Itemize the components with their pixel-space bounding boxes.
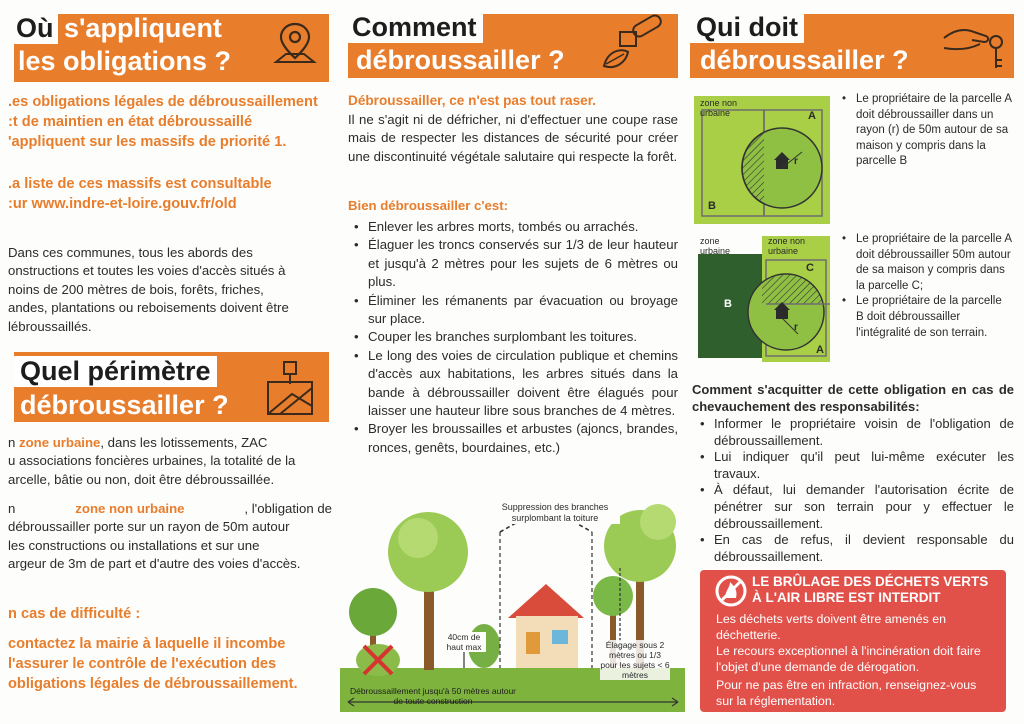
d2-text-item: • Le propriétaire de la parcelle B doit débroussailler l'intégralité de son terrain. xyxy=(840,294,1012,341)
hand-key-icon xyxy=(940,12,1010,76)
difficulty-title: n cas de difficulté : xyxy=(8,606,141,622)
ground-label: Débroussaillement jusqu'à 50 mètres autour de toute construction xyxy=(349,686,517,706)
how-list xyxy=(352,218,678,457)
map-pin-icon xyxy=(270,18,320,68)
roof-label: Suppression des branches surplombant la toiture xyxy=(490,502,620,524)
how-item: • Enlever les arbres morts, tombés ou arrachés. xyxy=(352,218,678,236)
heading-perimeter-line2: débroussailler ? xyxy=(20,390,229,420)
d2-label-r: r xyxy=(794,322,798,333)
heading-how-line1: Comment xyxy=(344,12,483,43)
d2-text-item: • Le propriétaire de la parcelle A doit débroussailler 50m autour de sa maison y compris dans la parcelle C; xyxy=(840,232,1012,294)
ban-title-2: À L'AIR LIBRE EST INTERDIT xyxy=(752,590,941,605)
d1-text-item: • Le propriétaire de la parcelle A doit débroussailler dans un rayon (r) de 50m autour de sa maison y compris dans la parcelle B xyxy=(840,92,1012,170)
height-label: 40cm de haut max xyxy=(442,632,486,652)
communes-line-4: andes, plantations ou reboisements doivent être xyxy=(8,300,289,316)
urban-zone-label: zone urbaine xyxy=(19,435,101,450)
diagram-nonurban xyxy=(694,96,830,224)
communes-line-2: onstructions et toutes les voies d'accès situés à xyxy=(8,263,286,279)
nonurban-para xyxy=(8,500,332,574)
urban-line-3: arcelle, bâtie ou non, doit être débroussaillée. xyxy=(8,471,275,487)
nonurban-zone-label: zone non urbaine xyxy=(75,501,185,516)
heading-who-line2: débroussailler ? xyxy=(700,45,909,75)
chainsaw-leaf-icon xyxy=(598,14,670,74)
communes-line-3: noins de 200 mètres de bois, forêts, friches, xyxy=(8,281,264,297)
heading-perimeter-line1: Quel périmètre xyxy=(14,356,217,387)
overlap-title: Comment s'acquitter de cette obligation en cas de chevauchement des responsabilités: xyxy=(692,382,1014,414)
burning-ban-box xyxy=(700,570,1006,712)
ban-para-2: Le recours exceptionnel à l'incinération doit faire l'objet d'une demande de dérogation. xyxy=(716,644,981,674)
d1-label-b: B xyxy=(708,200,716,212)
lead-title: Débroussailler, ce n'est pas tout raser. xyxy=(348,93,597,108)
house-map-icon xyxy=(262,358,318,418)
communes-para xyxy=(8,244,332,336)
nonurban-line-3: les constructions ou installations et sur une xyxy=(8,537,260,553)
how-item: • Élaguer les troncs conservés sur 1/3 de leur hauteur et jusqu'à 2 mètres pour les sujets de 6 mètres ou plus. xyxy=(352,236,678,291)
ban-title-1: LE BRÛLAGE DES DÉCHETS VERTS xyxy=(752,574,989,589)
column-where xyxy=(0,0,335,724)
column-how xyxy=(340,0,685,724)
difficulty-line-3: obligations légales de débroussaillement. xyxy=(8,676,298,692)
d2-zone-left: zone urbaine xyxy=(700,236,731,256)
overlap-item: • Informer le propriétaire voisin de l'obligation de débroussaillement. xyxy=(698,416,1014,449)
list-title: Bien débroussailler c'est: xyxy=(348,198,508,213)
d2-zone-right: zone non urbaine xyxy=(768,236,806,256)
overlap-list xyxy=(698,416,1014,565)
clearing-illustration xyxy=(340,492,685,712)
nonurban-pre: n xyxy=(8,501,16,516)
difficulty-block xyxy=(8,604,332,694)
massifs-list-para: .a liste de ces massifs est consultable :ur www.indre-et-loire.gouv.fr/old xyxy=(8,176,272,212)
difficulty-line-2: l'assurer le contrôle de l'exécution des xyxy=(8,656,277,672)
heading-where-line2: les obligations ? xyxy=(18,46,232,76)
nonurban-line-2: débroussailler porte sur un rayon de 50m autour xyxy=(8,519,290,535)
intro-para: .es obligations légales de débroussaillement :t de maintien en état débroussaillé 'appliquent sur les massifs de priorité 1. xyxy=(8,94,318,150)
heading-how-line2: débroussailler ? xyxy=(356,45,565,75)
heading-where-line1b: s'appliquent xyxy=(64,13,222,43)
d1-label-r: r xyxy=(794,156,798,167)
ban-para-1: Les déchets verts doivent être amenés en déchetterie. xyxy=(716,612,947,642)
overlap-item: • À défaut, lui demander l'autorisation écrite de pénétrer sur son terrain pour y effectuer le débroussaillement. xyxy=(698,482,1014,532)
overlap-item: • Lui indiquer qu'il peut lui-même exécuter les travaux. xyxy=(698,449,1014,482)
urban-para xyxy=(8,434,332,489)
d2-text xyxy=(840,232,1012,341)
overlap-item: • En cas de refus, il devient responsable du débroussaillement. xyxy=(698,532,1014,565)
communes-line-5: lébroussaillés. xyxy=(8,318,92,334)
nonurban-line-4: argeur de 3m de part et d'autre des voies d'accès. xyxy=(8,556,301,572)
difficulty-line-1: contactez la mairie à laquelle il incombe xyxy=(8,636,286,652)
ban-para-3: Pour ne pas être en infraction, renseignez-vous sur la réglementation. xyxy=(716,678,977,708)
lead-para: Il ne s'agit ni de défricher, ni d'effectuer une coupe rase mais de respecter les distances de sécurité pour créer une discontinuité végétale salutaire qui respecte la forêt. xyxy=(348,112,678,164)
d1-zone-label: zone non urbaine xyxy=(700,98,738,118)
heading-who-line1: Qui doit xyxy=(686,12,804,43)
diagram-urban xyxy=(694,236,830,362)
nonurban-post: , l'obligation de xyxy=(244,501,332,516)
how-item: • Le long des voies de circulation publique et chemins d'accès aux habitations, les arbres situés dans la bande à débroussailler doivent être élagués pour laisser une hauteur libre sous branches de 4 mètres. xyxy=(352,347,678,421)
prune-label: Élagage sous 2 mètres ou 1/3 pour les sujets < 6 mètres xyxy=(600,640,670,680)
urban-post: , dans les lotissements, ZAC xyxy=(100,435,268,450)
urban-line-2: u associations foncières urbaines, la totalité de la xyxy=(8,453,296,469)
how-item: • Broyer les broussailles et arbustes (ajoncs, brandes, ronces, genêts, bourdaines, etc.) xyxy=(352,420,678,457)
d1-text xyxy=(840,92,1012,170)
how-item: • Couper les branches surplombant les toitures. xyxy=(352,328,678,346)
no-burning-icon xyxy=(714,574,748,608)
column-who xyxy=(690,0,1024,724)
heading-where-line1: Où xyxy=(0,13,58,44)
d1-label-a: A xyxy=(808,110,816,122)
d2-label-c: C xyxy=(806,262,814,274)
d2-label-b: B xyxy=(724,298,732,310)
d2-label-a: A xyxy=(816,344,824,356)
urban-pre: n xyxy=(8,435,19,450)
communes-line-1: Dans ces communes, tous les abords des xyxy=(8,245,253,260)
how-item: • Éliminer les rémanents par évacuation ou broyage sur place. xyxy=(352,292,678,329)
